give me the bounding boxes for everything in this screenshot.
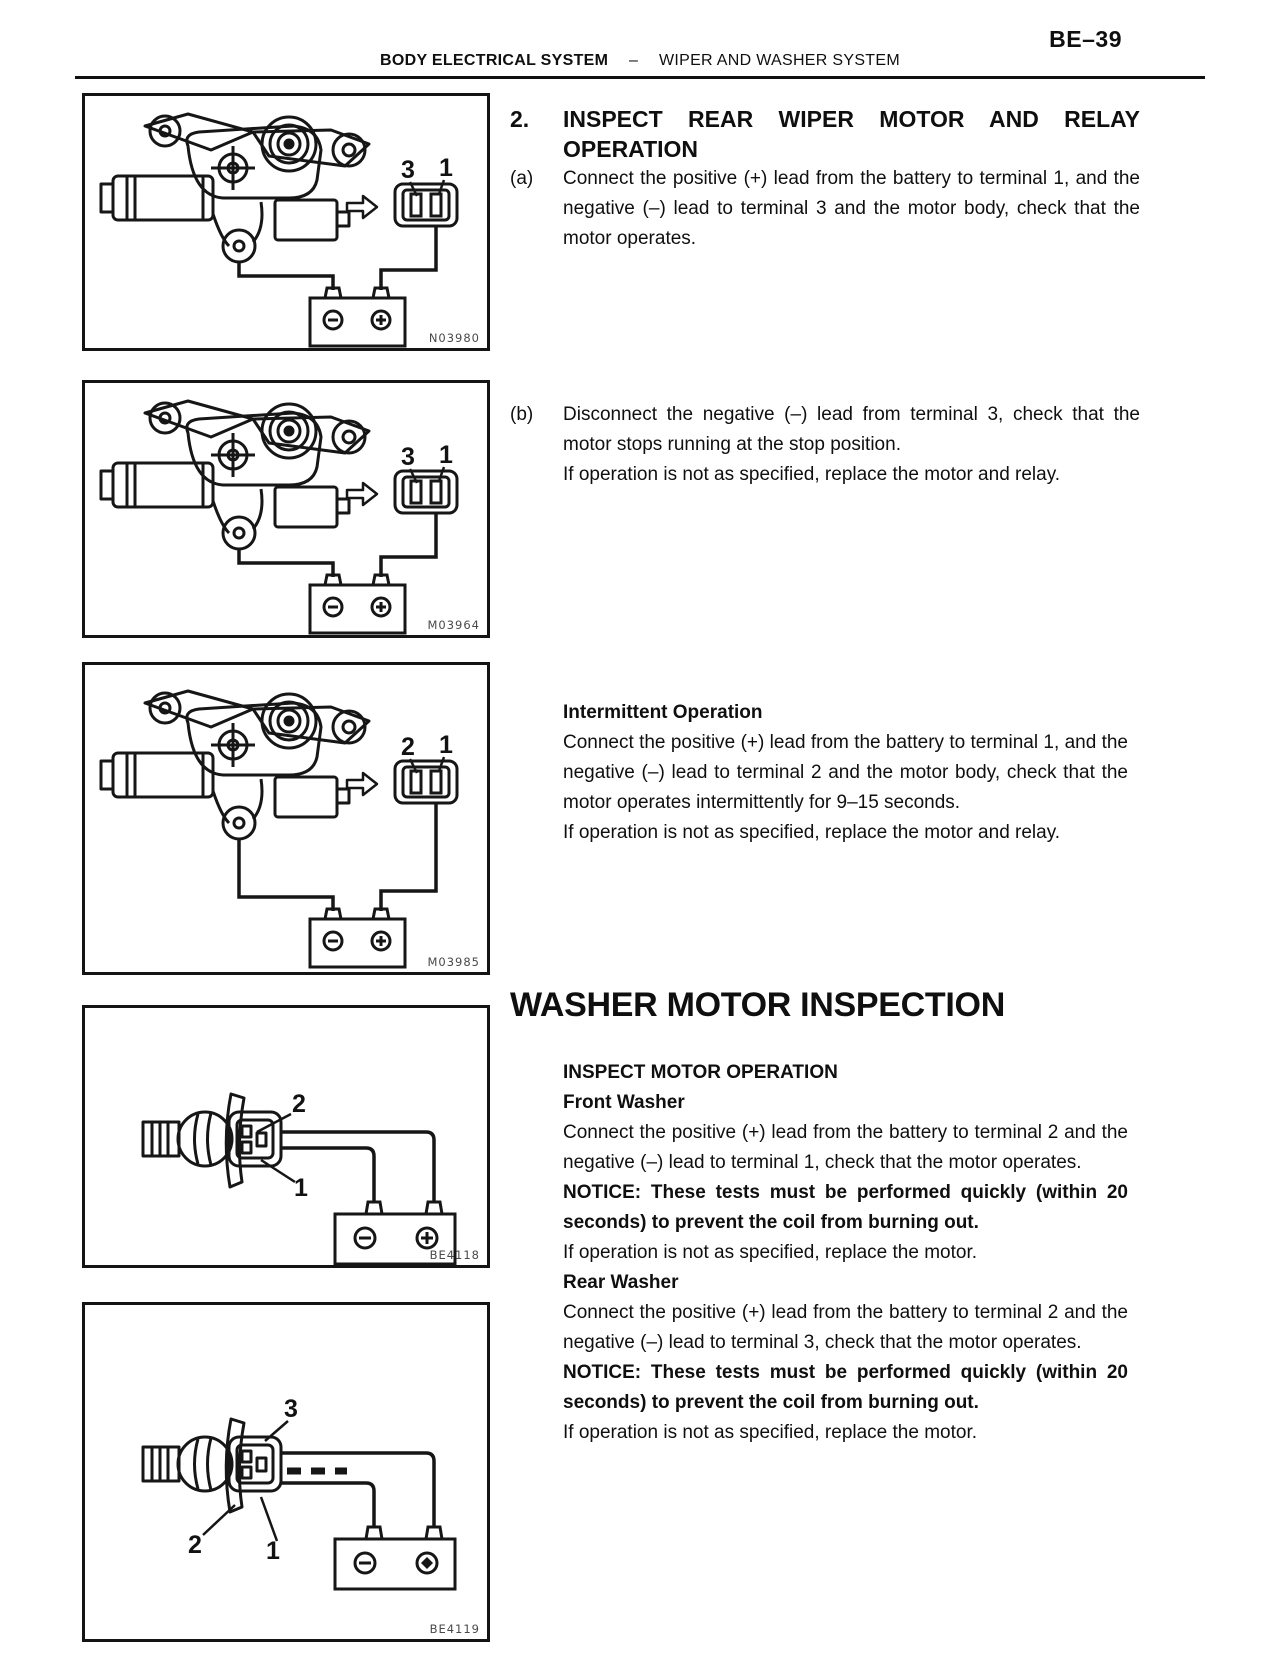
front-washer-heading: Front Washer <box>563 1092 685 1113</box>
terminal-label-2: 2 <box>188 1531 202 1559</box>
connector-icon <box>395 471 457 513</box>
front-washer-note: If operation is not as specified, replace the motor. <box>563 1242 978 1263</box>
battery-icon <box>310 575 405 633</box>
wiper-motor-drawing <box>101 401 369 549</box>
header-rule <box>75 76 1205 79</box>
terminal-label-1: 1 <box>439 441 453 469</box>
wire-line <box>381 226 436 290</box>
breadcrumb <box>0 52 1280 70</box>
terminal-label-3: 3 <box>401 156 415 184</box>
figure-rear-wiper-intermittent <box>82 662 490 975</box>
connector-icon <box>395 761 457 803</box>
section-heading <box>510 104 1140 164</box>
battery-icon <box>310 288 405 346</box>
section-rear-wiper <box>510 104 1140 254</box>
wire-line <box>239 549 333 577</box>
figure-code: N03980 <box>428 331 480 345</box>
arrow-icon <box>347 483 377 505</box>
terminal-label-1: 1 <box>439 154 453 182</box>
figure-front-washer-motor <box>82 1005 490 1268</box>
step-a <box>510 164 1140 254</box>
section-title: INSPECT REAR WIPER MOTOR AND RELAY OPERATION <box>563 106 1140 162</box>
washer-section-title: WASHER MOTOR INSPECTION <box>510 986 1005 1024</box>
rear-washer-notice: NOTICE: These tests must be performed quickly (within 20 seconds) to prevent the coil from burning out. <box>563 1362 1128 1413</box>
rear-washer-heading: Rear Washer <box>563 1272 679 1293</box>
step-a-text: Connect the positive (+) lead from the battery to terminal 1, and the negative (–) lead to terminal 3 and the motor body, check that the motor operates. <box>563 168 1140 249</box>
washer-motor-illustration <box>85 1008 487 1265</box>
terminal-label-2: 2 <box>401 733 415 761</box>
wire-line <box>381 513 436 577</box>
leader-line <box>439 757 444 771</box>
step-b-text: Disconnect the negative (–) lead from terminal 3, check that the motor stops running at the stop position. <box>563 404 1140 455</box>
front-washer-notice: NOTICE: These tests must be performed quickly (within 20 seconds) to prevent the coil from burning out. <box>563 1182 1128 1233</box>
section-step-b <box>510 400 1140 490</box>
header-subsection-title: WIPER AND WASHER SYSTEM <box>658 52 900 69</box>
wiper-motor-drawing <box>101 691 369 839</box>
step-a-marker: (a) <box>510 168 534 189</box>
arrow-icon <box>347 773 377 795</box>
rear-wiper-motor-illustration <box>85 96 487 348</box>
wire-line <box>239 839 333 911</box>
step-b-note: If operation is not as specified, replace the motor and relay. <box>563 464 1061 485</box>
leader-line <box>261 1497 277 1541</box>
wire-line <box>239 262 333 290</box>
wire-line <box>281 1483 374 1527</box>
leader-line <box>439 180 444 194</box>
figure-code: M03985 <box>427 955 480 969</box>
battery-terminal-symbols <box>355 1228 437 1248</box>
intermittent-heading: Intermittent Operation <box>563 702 763 723</box>
washer-motor-drawing <box>143 1094 281 1187</box>
terminal-label-1: 1 <box>266 1537 280 1565</box>
terminal-label-3: 3 <box>401 443 415 471</box>
washer-motor-illustration <box>85 1305 487 1639</box>
figure-code: BE4118 <box>429 1248 480 1262</box>
rear-washer-text: Connect the positive (+) lead from the battery to terminal 2 and the negative (–) lead to terminal 3, check that the motor operates. <box>563 1302 1128 1353</box>
arrow-icon <box>347 196 377 218</box>
step-b <box>510 400 1140 460</box>
section-number: 2. <box>510 106 530 132</box>
wiper-motor-drawing <box>101 114 369 262</box>
page-number: BE–39 <box>1049 26 1122 52</box>
rear-wiper-motor-illustration <box>85 665 487 972</box>
leader-line <box>203 1505 235 1535</box>
figure-code: M03964 <box>427 618 480 632</box>
rear-wiper-motor-illustration <box>85 383 487 635</box>
wire-line <box>381 803 436 911</box>
terminal-label-1: 1 <box>294 1174 308 1202</box>
front-washer-text: Connect the positive (+) lead from the battery to terminal 2 and the negative (–) lead to terminal 1, check that the motor operates. <box>563 1122 1128 1173</box>
wire-line <box>281 1453 434 1527</box>
figure-rear-washer-motor <box>82 1302 490 1642</box>
step-b-marker: (b) <box>510 404 534 425</box>
figure-code: BE4119 <box>429 1622 480 1636</box>
leader-line <box>439 467 444 481</box>
battery-icon <box>310 909 405 967</box>
washer-procedure-heading: INSPECT MOTOR OPERATION <box>563 1062 838 1083</box>
intermittent-text: Connect the positive (+) lead from the battery to terminal 1, and the negative (–) lead to terminal 2 and the motor body, check that the motor operates intermittently for 9–15 seconds. <box>563 732 1128 813</box>
figure-rear-wiper-test-b <box>82 380 490 638</box>
header-separator: – <box>629 52 639 69</box>
terminal-label-2: 2 <box>292 1090 306 1118</box>
terminal-label-1: 1 <box>439 731 453 759</box>
rear-washer-note: If operation is not as specified, replace the motor. <box>563 1422 978 1443</box>
section-washer <box>563 1058 1128 1448</box>
battery-terminal-symbols <box>355 1553 437 1573</box>
connector-icon <box>395 184 457 226</box>
figure-rear-wiper-test-a <box>82 93 490 351</box>
intermittent-note: If operation is not as specified, replace the motor and relay. <box>563 822 1061 843</box>
section-intermittent <box>563 698 1128 848</box>
terminal-label-3: 3 <box>284 1395 298 1423</box>
header-section-title: BODY ELECTRICAL SYSTEM <box>380 52 609 69</box>
